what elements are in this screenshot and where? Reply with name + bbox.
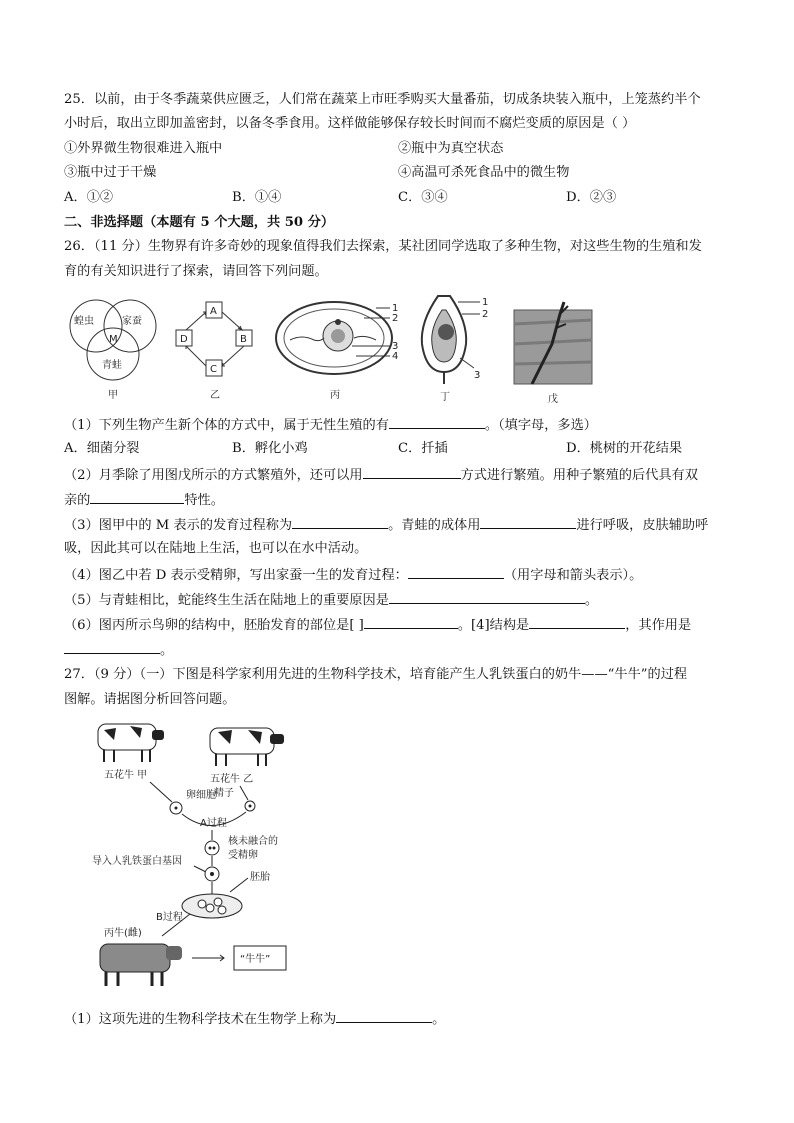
cow-jia-illustration (98, 724, 164, 762)
seed-number-1: 1 (482, 297, 489, 308)
q26-part3-line2: 吸，因此其可以在陆地上生活，也可以在水中活动。 (64, 541, 368, 556)
label-embryo: 胚胎 (250, 872, 270, 883)
q25-statement-2: ②瓶中为真空状态 (398, 141, 504, 156)
label-cow-yi: 五花牛 乙 (210, 774, 254, 785)
cycle-label-c: C (210, 364, 217, 375)
q26-part1: （1）下列生物产生新个体的方式中，属于无性生殖的有 。（填字母，多选） (64, 415, 597, 435)
q26-stem-line2: 育的有关知识进行了探索，请回答下列问题。 (64, 264, 328, 279)
label-result: “牛牛” (240, 954, 271, 965)
label-process-b: B过程 (156, 912, 183, 923)
caption-wu: 戊 (548, 394, 558, 404)
cycle-label-d: D (180, 334, 188, 345)
venn-label-m: M (109, 334, 118, 345)
q26-part3-blank1[interactable] (292, 515, 388, 529)
label-egg: 卵细胞 (186, 790, 216, 801)
seed-number-2: 2 (482, 309, 489, 320)
q26-part6-line1: （6）图丙所示鸟卵的结构中，胚胎发育的部位是[ ] 。[4]结构是 ，其作用是 (64, 615, 691, 635)
cycle-label-a: A (210, 306, 217, 317)
figure-wu-cutting (512, 294, 600, 404)
cycle-label-b: B (240, 334, 247, 345)
egg-number-1: 1 (392, 303, 399, 314)
caption-ding: 丁 (440, 392, 450, 403)
q26-part5-blank[interactable] (389, 590, 585, 604)
egg-number-2: 2 (392, 313, 399, 324)
q26-part3-blank2[interactable] (480, 515, 576, 529)
q26-part1-blank[interactable] (389, 415, 485, 429)
q26-option-d: D．桃树的开花结果 (566, 441, 683, 456)
q25-stem-line2: 小时后，取出立即加盖密封，以备冬季食用。这样做能够保存较长时间而不腐烂变质的原因是（ ） (64, 116, 636, 131)
q27-part1: （1）这项先进的生物科学技术在生物学上称为 。 (64, 1009, 445, 1029)
q26-part6-blank2[interactable] (529, 615, 625, 629)
q27-stem-line2: 图解。请据图分析回答问题。 (64, 692, 236, 707)
q26-part4: （4）图乙中若 D 表示受精卵，写出家蚕一生的发育过程： （用字母和箭头表示）。 (64, 565, 642, 585)
egg-number-4: 4 (392, 351, 399, 362)
cow-bing-illustration (100, 944, 182, 986)
q25-statement-4: ④高温可杀死食品中的微生物 (398, 165, 570, 180)
q26-part6-blank1[interactable] (364, 615, 458, 629)
q26-part2-line1: （2）月季除了用图戊所示的方式繁殖外，还可以用 方式进行繁殖。用种子繁殖的后代具有双 (64, 465, 698, 485)
label-gene: 导入人乳铁蛋白基因 (92, 856, 182, 867)
q26-part2-line2: 亲的 特性。 (64, 490, 224, 510)
figure-jia-venn (64, 294, 164, 404)
q25-option-c: C．③④ (398, 190, 448, 205)
q26-part5: （5）与青蛙相比，蛇能终生生活在陆地上的重要原因是 。 (64, 590, 598, 610)
q25-option-a: A．①② (64, 190, 114, 205)
cow-yi-illustration (210, 728, 284, 766)
q25-option-b: B．①④ (232, 190, 282, 205)
caption-jia: 甲 (108, 390, 118, 401)
caption-bing: 丙 (330, 390, 340, 401)
seed-number-3: 3 (474, 370, 481, 381)
q26-part2-blank2[interactable] (90, 490, 184, 504)
caption-yi: 乙 (210, 390, 220, 401)
figure-cloning-process (90, 716, 300, 994)
venn-label-frog: 青蛙 (102, 360, 122, 371)
label-cow-bing: 丙牛(雌) (104, 928, 142, 939)
q26-stem-line1: 26．（11 分）生物界有许多奇妙的现象值得我们去探索，某社团同学选取了多种生物，对这些生物的生殖和发 (64, 239, 702, 254)
q26-option-c: C．扦插 (398, 441, 448, 456)
q26-option-b: B．孵化小鸡 (232, 441, 308, 456)
label-cow-jia: 五花牛 甲 (104, 770, 148, 781)
figure-bing-egg (272, 294, 402, 404)
label-sperm: 精子 (214, 788, 234, 799)
section-heading: 二、非选择题（本题有 5 个大题，共 50 分） (64, 215, 335, 230)
label-fused-2: 受精卵 (228, 850, 258, 861)
venn-label-locust: 蝗虫 (74, 316, 94, 327)
label-fused-1: 核未融合的 (228, 836, 278, 847)
q25-stem-line1: 25．以前，由于冬季蔬菜供应匮乏，人们常在蔬菜上市旺季购买大量番茄，切成条块装入瓶中，上笼蒸约半个 (64, 92, 701, 107)
q25-statement-3: ③瓶中过于干燥 (64, 165, 157, 180)
venn-label-silkworm: 家蚕 (122, 316, 142, 327)
label-process-a: A过程 (200, 818, 227, 829)
q26-part2-blank1[interactable] (363, 465, 461, 479)
q25-statement-1: ①外界微生物很难进入瓶中 (64, 141, 223, 156)
q27-stem-line1: 27．（9 分）（一）下图是科学家利用先进的生物科学技术，培育能产生人乳铁蛋白的奶牛——“牛牛”的过程 (64, 667, 688, 682)
egg-number-3: 3 (392, 341, 399, 352)
q25-option-d: D．②③ (566, 190, 617, 205)
figure-ding-seed (410, 292, 506, 404)
q26-part6-line2: 。 (64, 640, 173, 660)
q26-part4-blank[interactable] (408, 565, 504, 579)
q27-part1-blank[interactable] (336, 1009, 432, 1023)
q26-option-a: A．细菌分裂 (64, 441, 140, 456)
q26-part6-blank3[interactable] (64, 640, 160, 654)
q26-part3-line1: （3）图甲中的 M 表示的发育过程称为 。青蛙的成体用 进行呼吸，皮肤辅助呼 (64, 515, 708, 535)
figure-yi-cycle (172, 298, 258, 404)
